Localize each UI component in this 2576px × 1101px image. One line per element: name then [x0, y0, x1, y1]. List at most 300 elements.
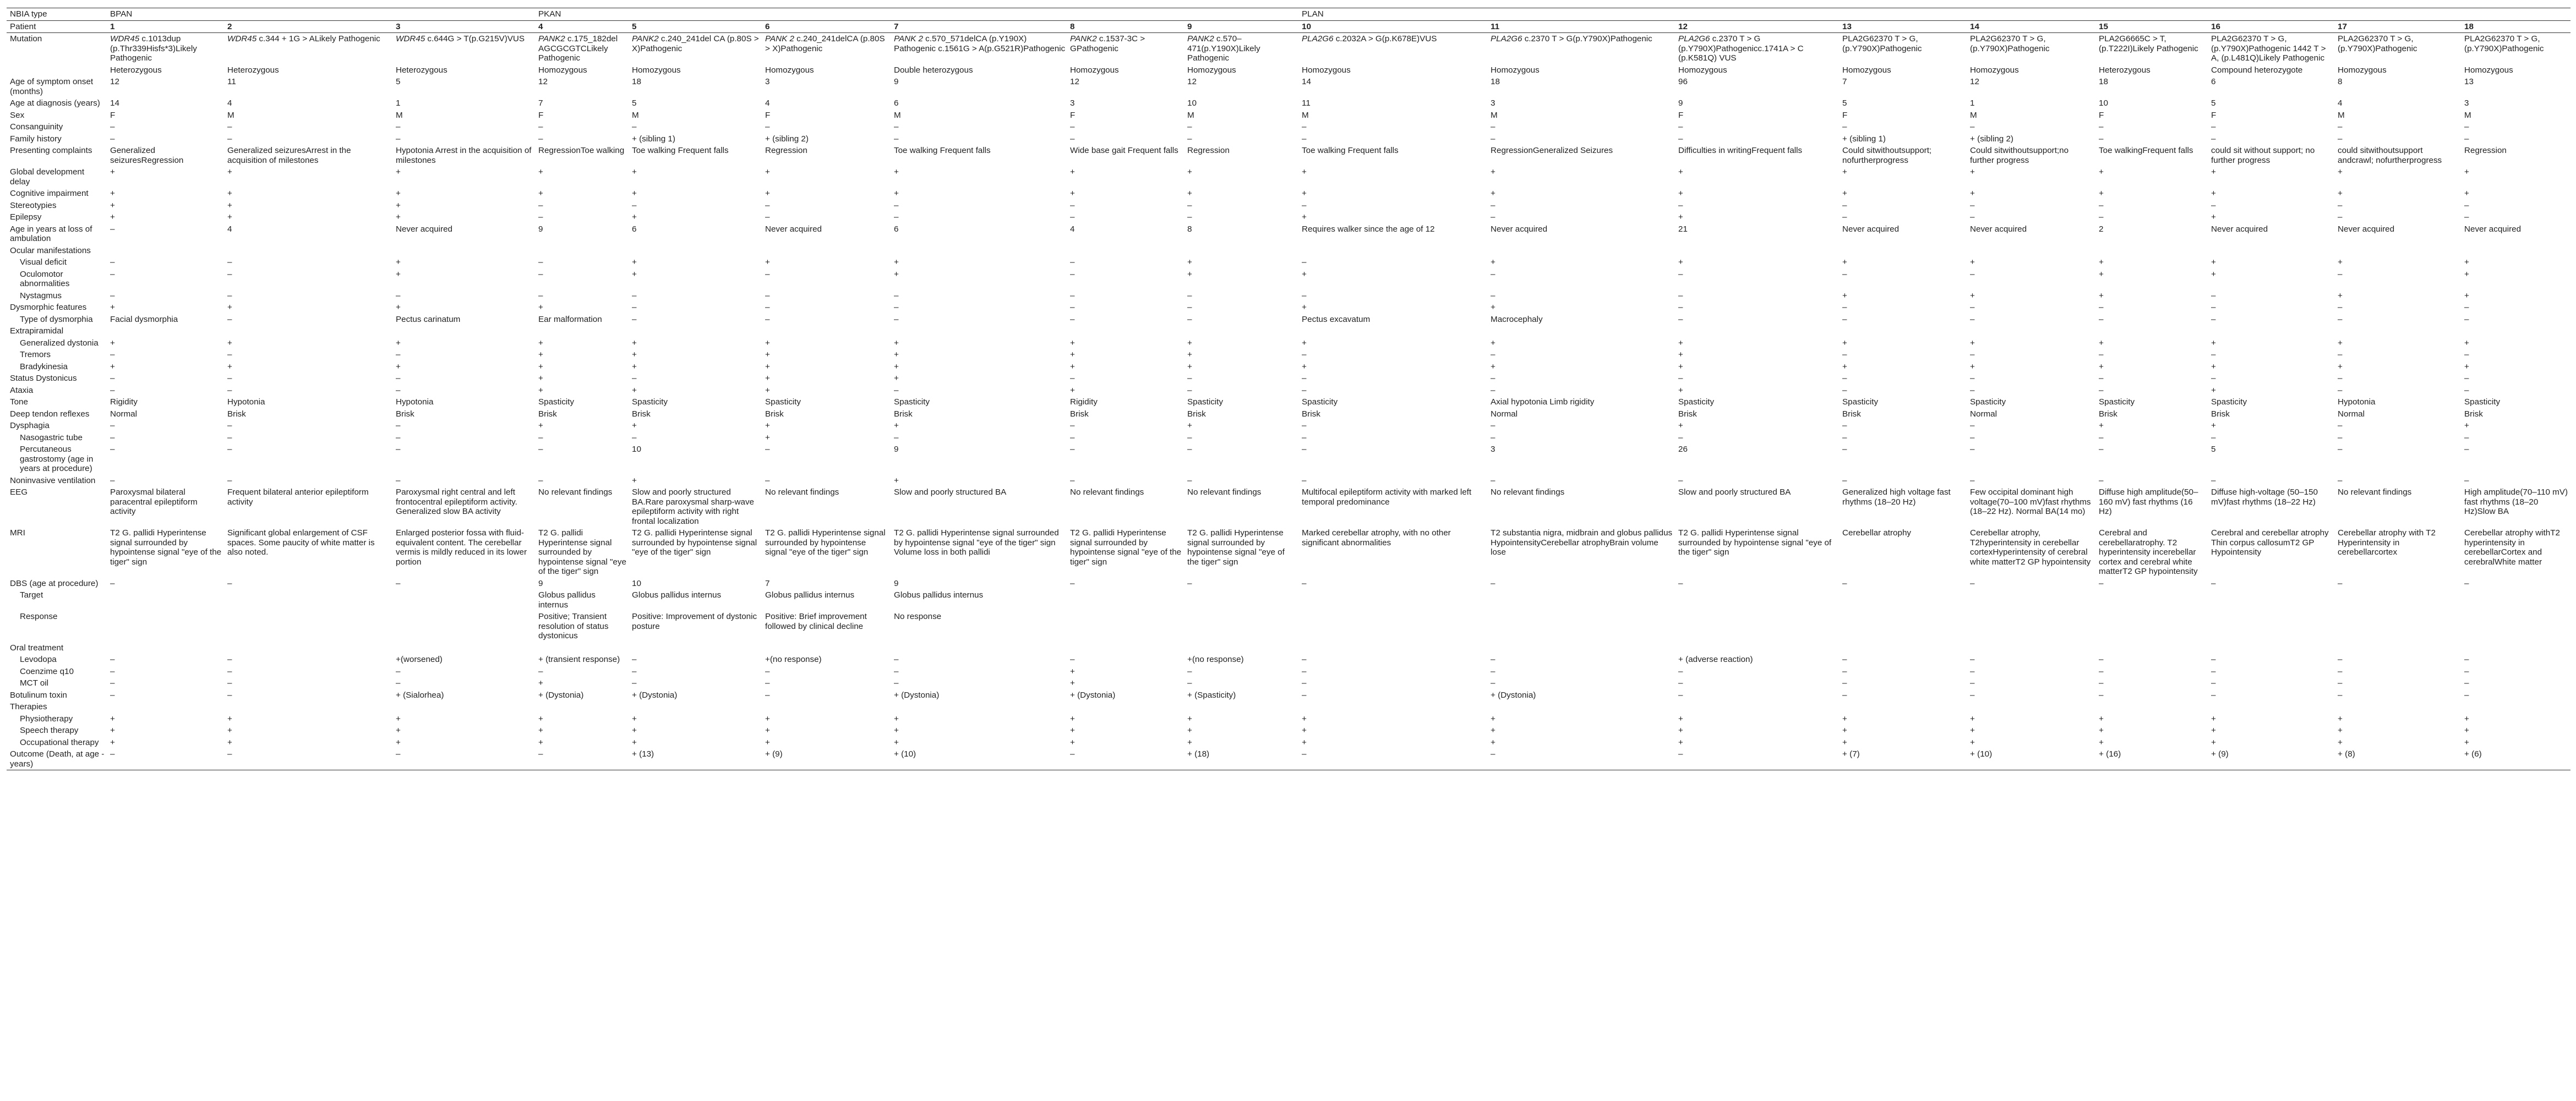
table-cell: Rigidity: [110, 397, 138, 407]
table-cell: –: [2338, 314, 2343, 324]
table-cell: could sit without support; no further progress: [2211, 146, 2315, 165]
table-cell: No relevant findings: [538, 487, 613, 497]
mutation-cell: [2335, 33, 2462, 64]
table-row: [7, 373, 2570, 385]
table-cell: [108, 245, 225, 257]
table-row: [7, 314, 2570, 326]
table-cell: +: [538, 374, 543, 383]
variant-text: c.570–471(p.Y190X)Likely Pathogenic: [1187, 34, 1260, 63]
table-cell: –: [1491, 291, 1496, 300]
table-cell: [2209, 701, 2335, 713]
table-cell: Positive: Brief improvement followed by clinical decline: [765, 612, 867, 631]
table-cell: 4: [2338, 98, 2343, 108]
table-cell: –: [2099, 200, 2104, 210]
table-cell: –: [1842, 655, 1847, 664]
table-cell: –: [1187, 374, 1192, 383]
table-cell: [225, 701, 394, 713]
table-cell: M: [1302, 110, 1309, 120]
table-cell: –: [2099, 432, 2104, 442]
table-cell: +: [2099, 269, 2104, 279]
table-cell: Cerebral and cerebellaratrophy. T2 hyperintensity incerebellar cortex and cerebral white matterT2 GP hypointensity: [2099, 528, 2198, 576]
mutation-cell: [225, 33, 394, 64]
table-cell: –: [110, 385, 115, 395]
table-cell: Spasticity: [1187, 397, 1223, 407]
table-cell: [2462, 589, 2570, 611]
table-cell: +(no response): [765, 655, 822, 664]
table-cell: +: [2338, 167, 2343, 177]
table-cell: –: [2211, 200, 2216, 210]
table-cell: +: [894, 258, 899, 267]
table-cell: [2335, 589, 2462, 611]
row-label: Type of dysmorphia: [20, 314, 93, 324]
table-cell: [225, 589, 394, 611]
gene-name: PLA2G6: [1678, 34, 1710, 43]
table-cell: +: [1187, 714, 1192, 724]
table-cell: +: [2338, 714, 2343, 724]
table-cell: [2335, 245, 2462, 257]
table-cell: –: [2211, 432, 2216, 442]
row-label: Target: [20, 590, 43, 600]
table-cell: Generalized seizuresArrest in the acquisition of milestones: [227, 146, 351, 165]
table-cell: 6: [632, 224, 637, 234]
table-cell: 1: [1970, 98, 1975, 108]
table-cell: –: [1842, 314, 1847, 324]
table-row: [7, 121, 2570, 133]
variant-text: c.2032A > G(p.K678E)VUS: [1335, 34, 1437, 43]
table-cell: 4: [227, 224, 232, 234]
table-cell: 8: [1187, 224, 1192, 234]
table-cell: Cerebral and cerebellar atrophy Thin corpus callosumT2 GP Hypointensity: [2211, 528, 2329, 557]
table-cell: –: [1678, 578, 1683, 588]
table-cell: [630, 642, 763, 654]
table-cell: M: [1187, 110, 1194, 120]
table-cell: –: [765, 212, 770, 222]
table-cell: +: [1678, 361, 1683, 371]
table-cell: + (sibling 1): [632, 134, 675, 144]
table-cell: –: [1187, 200, 1192, 210]
row-label: Therapies: [10, 702, 47, 711]
table-cell: +: [1070, 666, 1075, 676]
table-cell: –: [1842, 475, 1847, 485]
table-cell: –: [1970, 666, 1975, 676]
table-cell: T2 G. pallidi Hyperintense signal surrounded by hypointense signal "eye of the tiger" sign: [1187, 528, 1285, 567]
table-cell: + (Dystonia): [538, 690, 584, 700]
table-cell: –: [1678, 134, 1683, 144]
table-cell: +: [2099, 421, 2104, 430]
table-row: [7, 713, 2570, 725]
row-label: Visual deficit: [20, 258, 67, 267]
row-label: Stereotypies: [10, 200, 57, 210]
table-cell: Slow and poorly structured BA.Rare paroxysmal sharp-wave epileptiform activity with right frontal localization: [632, 487, 754, 526]
table-cell: +: [2338, 726, 2343, 735]
row-label: Dysmorphic features: [10, 303, 87, 312]
table-cell: –: [1070, 200, 1075, 210]
table-cell: +: [1678, 350, 1683, 359]
table-cell: +: [2338, 737, 2343, 747]
table-cell: [1676, 642, 1840, 654]
variant-text: c.1537-3C > GPathogenic: [1070, 34, 1145, 53]
table-cell: T2 G. pallidi Hyperintense signal surrounded by hypointense signal "eye of the tiger" sign: [110, 528, 222, 567]
table-cell: [1968, 325, 2097, 337]
table-cell: –: [2464, 385, 2469, 395]
table-cell: –: [110, 655, 115, 664]
patient-number: 6: [763, 20, 892, 33]
table-cell: –: [1491, 666, 1496, 676]
table-cell: [2097, 611, 2209, 642]
table-cell: +: [894, 350, 899, 359]
table-cell: –: [632, 200, 637, 210]
table-cell: Brisk: [2464, 409, 2483, 419]
table-cell: –: [632, 291, 637, 300]
table-cell: [1300, 325, 1488, 337]
table-cell: +: [1491, 338, 1496, 348]
mutation-cell: [763, 33, 892, 64]
table-cell: [394, 325, 536, 337]
table-cell: –: [227, 421, 232, 430]
row-label: Tone: [10, 397, 28, 407]
table-row: [7, 97, 2570, 109]
table-cell: [1676, 325, 1840, 337]
table-cell: –: [2211, 475, 2216, 485]
nbia-type-label: NBIA type: [7, 8, 108, 21]
table-cell: –: [1187, 303, 1192, 312]
table-cell: –: [1302, 655, 1307, 664]
table-cell: –: [227, 122, 232, 132]
table-cell: +: [1187, 167, 1192, 177]
patient-number: 9: [1185, 20, 1300, 33]
group-plan: PLAN: [1300, 8, 2570, 21]
table-cell: + (8): [2335, 748, 2462, 770]
table-cell: [1068, 701, 1185, 713]
table-cell: +: [1187, 726, 1192, 735]
table-cell: +: [2464, 714, 2469, 724]
row-label: Outcome (Death, at age - years): [7, 748, 108, 770]
table-cell: –: [894, 303, 899, 312]
table-cell: –: [1970, 475, 1975, 485]
table-cell: +: [1842, 167, 1847, 177]
table-cell: –: [227, 690, 232, 700]
table-cell: +: [110, 714, 115, 724]
table-cell: –: [2099, 385, 2104, 395]
table-cell: –: [632, 303, 637, 312]
patient-number: 10: [1300, 20, 1488, 33]
table-cell: [2209, 642, 2335, 654]
table-cell: [108, 642, 225, 654]
table-cell: –: [2099, 655, 2104, 664]
table-cell: –: [1842, 350, 1847, 359]
table-cell: 10: [632, 578, 641, 588]
row-label: Sex: [10, 110, 25, 120]
row-label: Ocular manifestations: [10, 245, 91, 255]
table-cell: Cerebellar atrophy withT2 hyperintensity in cerebellarCortex and cerebralWhite matter: [2464, 528, 2560, 567]
table-cell: +: [2338, 291, 2343, 300]
table-cell: –: [2464, 655, 2469, 664]
table-cell: –: [110, 122, 115, 132]
table-cell: +: [1302, 726, 1307, 735]
table-cell: –: [1070, 655, 1075, 664]
table-row: [7, 611, 2570, 642]
table-cell: +: [2211, 338, 2216, 348]
table-cell: –: [1842, 445, 1847, 454]
table-cell: +: [110, 167, 115, 177]
table-cell: [1488, 325, 1676, 337]
table-cell: –: [227, 445, 232, 454]
table-cell: +: [765, 737, 770, 747]
table-cell: –: [227, 678, 232, 688]
table-cell: –: [2338, 578, 2343, 588]
patient-number: 11: [1488, 20, 1676, 33]
table-cell: +: [1491, 726, 1496, 735]
row-label: Family history: [10, 134, 62, 144]
table-cell: Positive; Transient resolution of status dystonicus: [538, 612, 609, 640]
table-cell: –: [227, 350, 232, 359]
table-cell: –: [227, 578, 232, 588]
table-cell: –: [2464, 122, 2469, 132]
mutation-cell: [1068, 33, 1185, 64]
table-cell: 10: [632, 445, 641, 454]
table-cell: 6: [894, 98, 899, 108]
table-cell: +: [2211, 361, 2216, 371]
table-cell: Hypotonia: [2338, 397, 2376, 407]
table-cell: –: [2464, 475, 2469, 485]
table-cell: –: [1970, 655, 1975, 664]
table-cell: [1185, 245, 1300, 257]
table-cell: –: [1300, 748, 1488, 770]
table-cell: [2335, 701, 2462, 713]
row-label: Status Dystonicus: [10, 374, 77, 383]
table-cell: –: [227, 374, 232, 383]
table-cell: Ear malformation: [538, 314, 602, 324]
table-cell: +: [2099, 189, 2104, 198]
table-cell: [1068, 589, 1185, 611]
table-cell: + (10): [1968, 748, 2097, 770]
table-cell: –: [2338, 269, 2343, 279]
row-label: Speech therapy: [20, 726, 79, 735]
table-cell: –: [1491, 475, 1496, 485]
table-cell: Spasticity: [765, 397, 801, 407]
table-cell: –: [2099, 374, 2104, 383]
table-cell: Never acquired: [2211, 224, 2268, 234]
table-cell: +: [1187, 269, 1192, 279]
table-row: [7, 385, 2570, 397]
table-cell: –: [1302, 200, 1307, 210]
table-cell: + (18): [1185, 748, 1300, 770]
nbia-type-row: [7, 8, 2570, 21]
table-cell: –: [1970, 385, 1975, 395]
table-cell: +: [2099, 726, 2104, 735]
table-cell: +: [1302, 361, 1307, 371]
table-cell: –: [2211, 578, 2216, 588]
table-cell: T2 G. pallidi Hyperintense signal surrounded by hypointense signal "eye of the tiger" sign: [1678, 528, 1832, 557]
table-cell: [1840, 245, 1968, 257]
table-cell: +: [1491, 258, 1496, 267]
table-cell: +: [894, 338, 899, 348]
table-cell: –: [1676, 748, 1840, 770]
table-cell: –: [2099, 350, 2104, 359]
table-cell: +: [110, 361, 115, 371]
variant-text: PLA2G6665C > T, (p.T222I)Likely Pathogenic: [2099, 34, 2198, 53]
table-cell: [2335, 642, 2462, 654]
table-cell: [2462, 611, 2570, 642]
patient-number: 5: [630, 20, 763, 33]
table-cell: –: [1678, 122, 1683, 132]
table-cell: –: [2211, 314, 2216, 324]
table-cell: –: [2464, 303, 2469, 312]
table-cell: F: [110, 110, 116, 120]
patient-number: 17: [2335, 20, 2462, 33]
table-cell: +: [227, 737, 232, 747]
table-cell: –: [2099, 303, 2104, 312]
table-cell: –: [394, 748, 536, 770]
patient-label: Patient: [7, 20, 108, 33]
table-cell: Cerebellar atrophy: [1842, 528, 1911, 538]
patient-number: 12: [1676, 20, 1840, 33]
table-cell: +: [2464, 167, 2469, 177]
table-cell: –: [1970, 350, 1975, 359]
table-cell: –: [110, 421, 115, 430]
table-cell: Homozygous: [1070, 65, 1119, 75]
table-cell: –: [1678, 200, 1683, 210]
table-cell: 8: [2338, 77, 2343, 86]
table-cell: +: [765, 361, 770, 371]
table-cell: +: [1187, 361, 1192, 371]
row-label: Ataxia: [10, 385, 34, 395]
table-cell: +: [894, 421, 899, 430]
table-cell: +: [396, 714, 401, 724]
table-cell: [108, 701, 225, 713]
table-cell: +: [2211, 737, 2216, 747]
table-cell: –: [1491, 212, 1496, 222]
table-cell: Heterozygous: [396, 65, 447, 75]
table-cell: +: [2099, 338, 2104, 348]
table-cell: +: [227, 303, 232, 312]
table-cell: 7: [538, 98, 543, 108]
table-cell: +: [1970, 714, 1975, 724]
table-cell: +: [894, 475, 899, 485]
table-row: [7, 211, 2570, 223]
table-cell: 3: [1491, 98, 1496, 108]
table-cell: +: [2338, 361, 2343, 371]
table-cell: –: [765, 678, 770, 688]
table-cell: [1676, 611, 1840, 642]
table-cell: –: [2099, 122, 2104, 132]
table-cell: +: [1842, 737, 1847, 747]
table-cell: –: [110, 690, 115, 700]
table-cell: –: [396, 374, 401, 383]
table-cell: + (10): [892, 748, 1068, 770]
row-label: Age at diagnosis (years): [10, 98, 100, 108]
table-cell: Spasticity: [2211, 397, 2247, 407]
table-cell: +: [2099, 737, 2104, 747]
table-cell: No relevant findings: [2338, 487, 2412, 497]
table-cell: –: [2338, 350, 2343, 359]
table-cell: +: [632, 475, 637, 485]
row-label: Global development delay: [10, 167, 85, 187]
table-cell: +: [1678, 212, 1683, 222]
table-cell: No relevant findings: [765, 487, 839, 497]
table-cell: Generalized seizuresRegression: [110, 146, 184, 165]
table-cell: Slow and poorly structured BA: [894, 487, 1007, 497]
table-cell: –: [1187, 432, 1192, 442]
table-cell: [1840, 701, 1968, 713]
table-cell: [1488, 589, 1676, 611]
table-cell: –: [1970, 678, 1975, 688]
table-cell: + (Dystonia): [1070, 690, 1116, 700]
table-row: [7, 701, 2570, 713]
table-cell: [536, 701, 630, 713]
table-cell: –: [1070, 122, 1075, 132]
table-cell: [1676, 701, 1840, 713]
table-cell: [108, 325, 225, 337]
table-cell: [2335, 611, 2462, 642]
table-cell: –: [1842, 421, 1847, 430]
table-cell: M: [2464, 110, 2471, 120]
table-cell: +: [2211, 726, 2216, 735]
table-cell: Homozygous: [1302, 65, 1351, 75]
patient-number: 14: [1968, 20, 2097, 33]
table-cell: Heterozygous: [2099, 65, 2151, 75]
table-cell: –: [108, 748, 225, 770]
variant-text: c.175_182del AGCGCGTCLikely Pathogenic: [538, 34, 618, 63]
table-row: [7, 527, 2570, 578]
table-cell: –: [1678, 291, 1683, 300]
table-cell: +: [538, 303, 543, 312]
table-cell: –: [110, 134, 115, 144]
table-cell: –: [1070, 291, 1075, 300]
table-cell: Could sitwithoutsupport; nofurtherprogress: [1842, 146, 1932, 165]
table-cell: Spasticity: [1678, 397, 1715, 407]
table-cell: –: [538, 269, 543, 279]
table-cell: [1068, 611, 1185, 642]
table-cell: +: [632, 737, 637, 747]
table-cell: No relevant findings: [1187, 487, 1262, 497]
table-cell: +: [1302, 737, 1307, 747]
table-cell: –: [1070, 475, 1075, 485]
table-cell: Brisk: [894, 409, 913, 419]
table-cell: [1185, 589, 1300, 611]
table-cell: 4: [1070, 224, 1075, 234]
table-cell: Regression: [765, 146, 807, 155]
gene-name: WDR45: [396, 34, 425, 43]
table-cell: [2462, 642, 2570, 654]
table-cell: Brisk: [1842, 409, 1861, 419]
table-cell: [1488, 245, 1676, 257]
table-cell: + (Spasticity): [1187, 690, 1236, 700]
table-cell: [1185, 611, 1300, 642]
table-cell: Normal: [1970, 409, 1997, 419]
table-row: [7, 109, 2570, 122]
table-cell: Brisk: [632, 409, 651, 419]
table-cell: Spasticity: [2099, 397, 2135, 407]
mutation-cell: [536, 33, 630, 64]
table-cell: 7: [765, 578, 770, 588]
table-cell: –: [2211, 666, 2216, 676]
table-cell: High amplitude(70–110 mV) fast rhythms (18–20 Hz)Slow BA: [2464, 487, 2568, 516]
table-cell: M: [1491, 110, 1498, 120]
table-cell: +: [894, 737, 899, 747]
table-cell: +: [396, 737, 401, 747]
table-cell: –: [396, 578, 401, 588]
patient-number: 7: [892, 20, 1068, 33]
table-cell: –: [1491, 578, 1496, 588]
table-cell: +: [1678, 258, 1683, 267]
table-cell: +: [1970, 726, 1975, 735]
table-cell: [892, 642, 1068, 654]
table-cell: +: [2211, 421, 2216, 430]
table-cell: Hypotonia: [227, 397, 265, 407]
table-cell: T2 G. pallidi Hyperintense signal surrounded by hypointense signal "eye of the tiger" sign: [765, 528, 886, 557]
table-cell: –: [1070, 421, 1075, 430]
